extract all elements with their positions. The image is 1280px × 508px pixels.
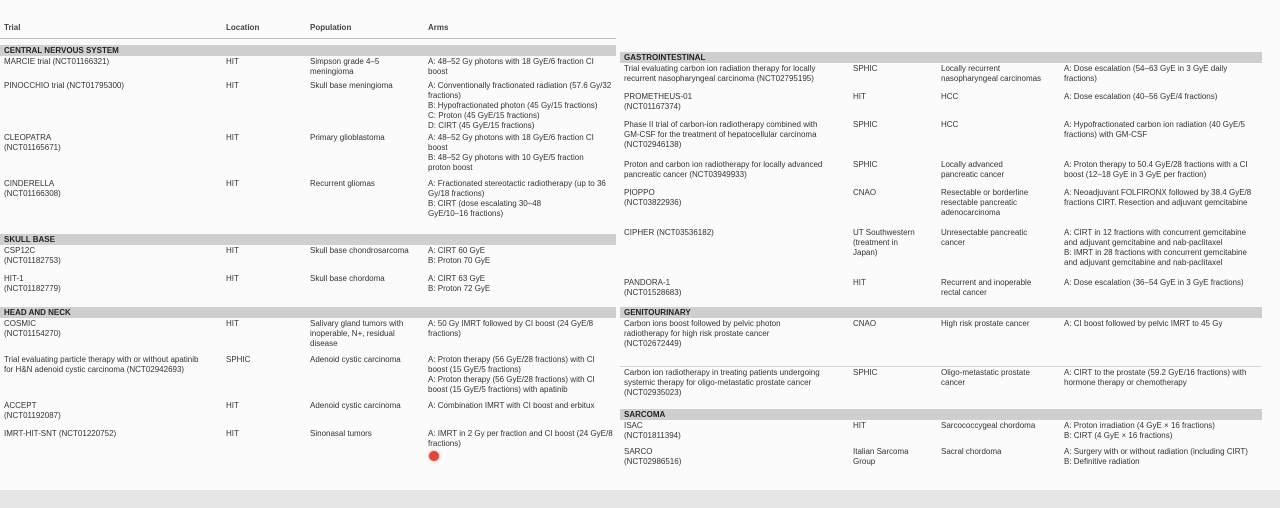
arms-cell [428, 179, 606, 219]
trial-text: (NCT03822936) [624, 198, 682, 207]
location-text: (treatment in [853, 238, 898, 247]
trial-text: GM-CSF for the treatment of hepatocellular carcinoma [624, 130, 817, 139]
trial-cell [624, 160, 822, 180]
location-cell [853, 188, 876, 198]
trial-text: (NCT01528683) [624, 288, 682, 297]
trial-text: (NCT01166308) [4, 189, 61, 198]
table-row [620, 159, 1262, 187]
arms-text: D: CIRT (45 GyE/15 fractions) [428, 121, 535, 130]
location-text: SPHIC [853, 368, 878, 377]
trial-text: recurrent nasopharyngeal carcinoma (NCT02795195) [624, 74, 814, 83]
arms-cell [1064, 120, 1245, 140]
arms-text: A: Surgery with or without radiation (including CIRT) [1064, 447, 1248, 456]
trial-cell [4, 274, 61, 294]
arms-cell [1064, 160, 1248, 180]
location-cell [226, 274, 239, 284]
arms-text: and adjuvant gemcitabine and nab-paclitaxel [1064, 238, 1223, 247]
population-cell [941, 160, 1004, 180]
population-text: Recurrent and inoperable [941, 278, 1032, 287]
population-text: resectable pancreatic [941, 198, 1018, 207]
location-text: UT Southwestern [853, 228, 915, 237]
left-table-body [0, 45, 616, 454]
arms-cell [1064, 319, 1222, 329]
arms-cell [428, 246, 490, 266]
location-cell [226, 246, 239, 256]
trial-cell [624, 447, 681, 467]
arms-cell [1064, 92, 1217, 102]
population-cell [941, 319, 1029, 329]
trial-text: CIPHER (NCT03536182) [624, 228, 714, 237]
trial-text: IMRT-HIT-SNT (NCT01220752) [4, 429, 117, 438]
arms-text: A: 50 Gy IMRT followed by CI boost (24 GyE/8 [428, 319, 594, 328]
table-row [620, 446, 1262, 472]
arms-text: A: CI boost followed by pelvic IMRT to 45 Gy [1064, 319, 1223, 328]
arms-text: and adjuvant gemcitabine and nab-paclitaxel [1064, 258, 1223, 267]
location-cell [226, 133, 239, 143]
location-text: HIT [853, 92, 866, 101]
population-text: Sacral chordoma [941, 447, 1002, 456]
location-cell [226, 179, 239, 189]
population-cell [941, 421, 1035, 431]
population-text: Sinonasal tumors [310, 429, 372, 438]
arms-text: proton boost [428, 163, 473, 172]
arms-text: A: CIRT 60 GyE [428, 246, 486, 255]
location-text: CNAO [853, 319, 877, 328]
location-cell [226, 81, 239, 91]
location-cell [853, 64, 877, 74]
population-cell [310, 81, 393, 91]
population-text: HCC [941, 92, 959, 101]
location-text: HIT [226, 319, 239, 328]
table-row [0, 132, 616, 178]
trial-text: Trial evaluating particle therapy with or without apatinib [4, 355, 199, 364]
location-text: HIT [853, 278, 866, 287]
location-cell [226, 429, 239, 439]
arms-text: A: Proton therapy to 50.4 GyE/28 fractions with a CI [1064, 160, 1248, 169]
trial-text: PROMETHEUS-01 [624, 92, 693, 101]
location-text: HIT [226, 133, 239, 142]
trial-text: PIOPPO [624, 188, 655, 197]
population-text: Recurrent gliomas [310, 179, 375, 188]
trial-text: (NCT01165671) [4, 143, 61, 152]
arms-cell [1064, 228, 1247, 268]
arms-text: B: Proton 70 GyE [428, 256, 491, 265]
arms-cell [1064, 188, 1251, 208]
arms-text: GyE/10–16 fractions) [428, 209, 504, 218]
population-cell [310, 246, 409, 256]
population-text: disease [310, 339, 338, 348]
trial-cell [624, 64, 815, 84]
location-text: SPHIC [853, 120, 878, 129]
population-cell [941, 188, 1028, 218]
arms-text: boost [428, 143, 448, 152]
trial-text: (NCT02672449) [624, 339, 682, 348]
location-cell [853, 92, 866, 102]
arms-text: boost (15 GyE/5 fractions) with apatinib [428, 385, 568, 394]
location-cell [853, 160, 877, 170]
location-cell [853, 228, 915, 258]
population-cell [941, 278, 1031, 298]
population-cell [310, 133, 385, 143]
population-text: Adenoid cystic carcinoma [310, 355, 401, 364]
location-cell [226, 355, 250, 365]
population-text: rectal cancer [941, 288, 987, 297]
location-text: HIT [226, 246, 239, 255]
trial-text: for H&N adenoid cystic carcinoma (NCT02942693) [4, 365, 185, 374]
location-text: HIT [226, 57, 239, 66]
section-header: CENTRAL NERVOUS SYSTEM [0, 45, 616, 56]
population-cell [310, 401, 401, 411]
location-text: Japan) [853, 248, 878, 257]
arms-text: A: 48–52 Gy photons with 18 GyE/6 fraction CI [428, 57, 594, 66]
population-text: Locally recurrent [941, 64, 1001, 73]
arms-text: A: Proton therapy (56 GyE/28 fractions) with CI [428, 375, 595, 384]
arms-text: A: Dose escalation (40–56 GyE/4 fractions) [1064, 92, 1218, 101]
table-row [620, 119, 1262, 159]
arms-cell [428, 81, 611, 131]
trial-text: (NCT02946138) [624, 140, 682, 149]
arms-text: A: CIRT in 12 fractions with concurrent gemcitabine [1064, 228, 1247, 237]
population-cell [310, 429, 372, 439]
population-text: cancer [941, 378, 966, 387]
population-text: HCC [941, 120, 959, 129]
trial-cell [624, 278, 681, 298]
population-text: inoperable, N+, residual [310, 329, 395, 338]
arms-text: fractions) [428, 439, 461, 448]
trial-text: SARCO [624, 447, 653, 456]
population-text: Salivary gland tumors with [310, 319, 404, 328]
population-text: Unresectable pancreatic [941, 228, 1028, 237]
arms-text: A: Neoadjuvant FOLFIRONX followed by 38.4 GyE/8 [1064, 188, 1252, 197]
location-text: HIT [226, 274, 239, 283]
location-text: Group [853, 457, 876, 466]
location-cell [853, 319, 876, 329]
population-text: Adenoid cystic carcinoma [310, 401, 401, 410]
location-text: HIT [226, 401, 239, 410]
location-text: HIT [226, 429, 239, 438]
arms-text: hormone therapy or chemotherapy [1064, 378, 1187, 387]
arms-text: B: 48–52 Gy photons with 10 GyE/5 fraction [428, 153, 584, 162]
trial-text: ACCEPT [4, 401, 37, 410]
arms-cell [1064, 421, 1215, 441]
location-text: HIT [853, 421, 866, 430]
arms-text: B: Proton 72 GyE [428, 284, 491, 293]
population-cell [941, 92, 958, 102]
section-header: SKULL BASE [0, 234, 616, 245]
trial-text: CSP12C [4, 246, 36, 255]
population-text: cancer [941, 238, 966, 247]
trial-cell [4, 57, 109, 67]
location-text: SPHIC [853, 64, 878, 73]
trial-text: Phase II trial of carbon-ion radiotherapy combined with [624, 120, 818, 129]
trial-text: (NCT02986516) [624, 457, 682, 466]
section-header: HEAD AND NECK [0, 307, 616, 318]
population-text: Skull base chondrosarcoma [310, 246, 409, 255]
arms-cell [1064, 278, 1244, 288]
arms-text: B: CIRT (4 GyE × 16 fractions) [1064, 431, 1173, 440]
trial-cell [4, 355, 198, 375]
arms-text: A: Dose escalation (36–54 GyE in 3 GyE fractions) [1064, 278, 1244, 287]
population-text: Primary glioblastoma [310, 133, 385, 142]
table-row [620, 63, 1262, 91]
population-text: pancreatic cancer [941, 170, 1005, 179]
population-text: High risk prostate cancer [941, 319, 1030, 328]
trial-cell [4, 401, 61, 421]
table-row [620, 367, 1262, 403]
population-text: Oligo-metastatic prostate [941, 368, 1030, 377]
population-text: meningioma [310, 67, 354, 76]
population-cell [941, 64, 1041, 84]
arms-text: A: Hypofractionated carbon ion radiation (40 GyE/5 [1064, 120, 1245, 129]
table-row [0, 56, 616, 80]
trial-text: MARCIE trial (NCT01166321) [4, 57, 110, 66]
arms-cell [1064, 64, 1227, 84]
table-row [0, 178, 616, 228]
header-trial: Trial [4, 23, 21, 32]
location-text: HIT [226, 81, 239, 90]
table-row [0, 80, 616, 132]
location-text: SPHIC [226, 355, 251, 364]
section-header: GASTROINTESTINAL [620, 52, 1262, 63]
trial-text: (NCT01167374) [624, 102, 681, 111]
trial-text: (NCT01811394) [624, 431, 681, 440]
arms-text: fractions) [428, 91, 461, 100]
population-cell [941, 447, 1001, 457]
location-cell [853, 278, 866, 288]
header-location: Location [226, 23, 260, 32]
population-cell [941, 228, 1027, 248]
arms-text: A: Fractionated stereotactic radiotherapy (up to 36 [428, 179, 606, 188]
arms-text: A: CIRT to the prostate (59.2 GyE/16 fractions) with [1064, 368, 1247, 377]
bottom-band [0, 490, 1280, 508]
trial-text: PANDORA-1 [624, 278, 671, 287]
table-row [620, 318, 1262, 367]
arms-cell [428, 57, 594, 77]
arms-cell [428, 401, 594, 411]
arms-cell [428, 274, 490, 294]
trial-text: systemic therapy for oligo-metastatic prostate cancer [624, 378, 812, 387]
arms-text: B: Hypofractionated photon (45 Gy/15 fractions) [428, 101, 598, 110]
population-cell [310, 355, 401, 365]
population-text: Skull base chordoma [310, 274, 385, 283]
arms-text: Gy/18 fractions) [428, 189, 485, 198]
section-header: GENITOURINARY [620, 307, 1262, 318]
table-row [0, 400, 616, 428]
trial-cell [624, 188, 681, 208]
trial-text: (NCT02935023) [624, 388, 682, 397]
arms-text: boost (15 GyE/5 fractions) [428, 365, 521, 374]
trial-text: Proton and carbon ion radiotherapy for locally advanced [624, 160, 823, 169]
trial-cell [4, 133, 61, 153]
location-text: HIT [226, 179, 239, 188]
trial-text: (NCT01182753) [4, 256, 61, 265]
arms-text: A: IMRT in 2 Gy per fraction and CI boost (24 GyE/8 [428, 429, 613, 438]
arms-cell [428, 133, 594, 173]
arms-cell [428, 355, 595, 395]
location-cell [226, 57, 239, 67]
trial-cell [4, 319, 61, 339]
location-cell [226, 401, 239, 411]
arms-text: B: IMRT in 28 fractions with concurrent gemcitabine [1064, 248, 1247, 257]
trial-cell [4, 246, 61, 266]
population-cell [310, 274, 385, 284]
arms-text: C: Proton (45 GyE/15 fractions) [428, 111, 540, 120]
trial-text: pancreatic cancer (NCT03949933) [624, 170, 747, 179]
population-cell [941, 368, 1030, 388]
trial-text: Carbon ion radiotherapy in treating patients undergoing [624, 368, 820, 377]
header-population: Population [310, 23, 352, 32]
arms-text: B: CIRT (dose escalating 30–48 [428, 199, 542, 208]
table-row [0, 428, 616, 454]
table-row [0, 273, 616, 301]
arms-text: A: 48–52 Gy photons with 18 GyE/6 fraction CI [428, 133, 594, 142]
right-trial-table [620, 46, 1262, 472]
trial-cell [4, 179, 61, 199]
trial-cell [624, 92, 692, 112]
trial-text: CINDERELLA [4, 179, 55, 188]
table-row [0, 318, 616, 354]
left-trial-table [0, 18, 616, 454]
arms-text: boost [428, 67, 448, 76]
trial-text: (NCT01182779) [4, 284, 61, 293]
trial-text: CLEOPATRA [4, 133, 52, 142]
table-row [0, 245, 616, 273]
pointer-highlight [429, 451, 439, 461]
trial-text: radiotherapy for high risk prostate cancer [624, 329, 770, 338]
trial-cell [624, 368, 820, 398]
trial-text: PINOCCHIO trial (NCT01795300) [4, 81, 125, 90]
trial-cell [624, 319, 781, 349]
table-row [620, 91, 1262, 119]
arms-text: fractions) [1064, 74, 1097, 83]
table-row [620, 420, 1262, 446]
population-cell [310, 57, 379, 77]
table-row [620, 187, 1262, 227]
arms-text: A: Proton therapy (56 GyE/28 fractions) with CI [428, 355, 595, 364]
location-text: Italian Sarcoma [853, 447, 909, 456]
trial-text: COSMIC [4, 319, 36, 328]
arms-text: fractions) with GM-CSF [1064, 130, 1148, 139]
location-text: SPHIC [853, 160, 878, 169]
population-text: Resectable or borderline [941, 188, 1029, 197]
table-header [0, 18, 616, 39]
arms-cell [428, 319, 593, 339]
trial-text: Trial evaluating carbon ion radiation therapy for locally [624, 64, 816, 73]
table-row [0, 354, 616, 400]
trial-cell [624, 421, 681, 441]
population-text: Sarcococcygeal chordoma [941, 421, 1036, 430]
trial-cell [624, 228, 714, 238]
arms-text: A: Proton irradiation (4 GyE × 16 fractions) [1064, 421, 1215, 430]
arms-text: B: Definitive radiation [1064, 457, 1140, 466]
arms-text: fractions CIRT. Resection and adjuvant gemcitabine [1064, 198, 1248, 207]
arms-text: A: Combination IMRT with CI boost and erbitux [428, 401, 595, 410]
arms-cell [1064, 368, 1246, 388]
population-text: nasopharyngeal carcinomas [941, 74, 1042, 83]
arms-text: A: CIRT 63 GyE [428, 274, 486, 283]
trial-text: Carbon ions boost followed by pelvic photon [624, 319, 781, 328]
trial-text: (NCT01192087) [4, 411, 61, 420]
location-cell [226, 319, 239, 329]
population-cell [310, 319, 403, 349]
header-arms: Arms [428, 23, 449, 32]
trial-cell [4, 81, 124, 91]
trial-cell [624, 120, 817, 150]
arms-cell [1064, 447, 1248, 467]
arms-text: boost (12–18 GyE in 3 GyE per fraction) [1064, 170, 1207, 179]
table-row [620, 227, 1262, 277]
table-row [620, 277, 1262, 301]
location-cell [853, 368, 877, 378]
population-cell [310, 179, 375, 189]
population-text: adenocarcinoma [941, 208, 1001, 217]
section-header: SARCOMA [620, 409, 1262, 420]
arms-text: A: Dose escalation (54–63 GyE in 3 GyE daily [1064, 64, 1228, 73]
location-cell [853, 120, 877, 130]
location-cell [853, 421, 866, 431]
population-text: Simpson grade 4–5 [310, 57, 380, 66]
trial-text: (NCT01154270) [4, 329, 61, 338]
location-text: CNAO [853, 188, 877, 197]
location-cell [853, 447, 909, 467]
trial-cell [4, 429, 116, 439]
arms-text: A: Conventionally fractionated radiation (57.6 Gy/32 [428, 81, 612, 90]
arms-text: fractions) [428, 329, 461, 338]
arms-cell [428, 429, 613, 449]
population-text: Skull base meningioma [310, 81, 393, 90]
population-text: Locally advanced [941, 160, 1003, 169]
right-table-body [620, 52, 1262, 472]
population-cell [941, 120, 958, 130]
trial-text: HIT-1 [4, 274, 24, 283]
trial-text: ISAC [624, 421, 643, 430]
